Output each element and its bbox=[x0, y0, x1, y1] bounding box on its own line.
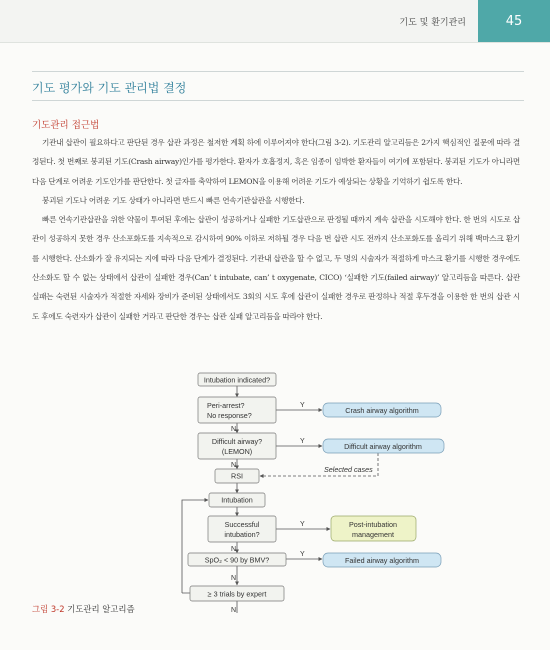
svg-text:N: N bbox=[231, 426, 237, 433]
svg-text:Intubation: Intubation bbox=[221, 495, 253, 505]
peri-arrest-box bbox=[198, 397, 276, 423]
post-intubation-box bbox=[331, 516, 416, 541]
figure-title: 기도관리 알고리즘 bbox=[64, 604, 135, 614]
paragraph: 기관내 삽관이 필요하다고 판단된 경우 삽관 과정은 철저한 계획 하에 이루어져야 한다(그림 3-2). 기도관리 알고리듬은 2가지 핵심적인 질문에 따라 결정된다. 첫 번째로 붕괴된 기도(Crash airway)인가를 평가한다. 환자가 호흡정지, 혹은 임종이 임박한 환자들이 여기에 포함된다. 붕괴된 기도가 아니라면 다음 단계로 어려운 기도인가를 판단한다. 첫 글자를 축약하여 LEMON을 이용해 어려운 기도가 예상되는 상황을 기억하기 쉽도록 한다. bbox=[32, 138, 520, 186]
svg-text:Successful: Successful bbox=[224, 520, 260, 529]
svg-text:RSI: RSI bbox=[231, 471, 243, 481]
sub-title: 기도관리 접근법 bbox=[32, 120, 100, 131]
page-number: 45 bbox=[478, 0, 550, 42]
svg-text:Difficult airway?: Difficult airway? bbox=[211, 437, 263, 446]
svg-text:Crash airway algorithm: Crash airway algorithm bbox=[345, 406, 419, 415]
header-band bbox=[0, 0, 550, 43]
svg-text:management: management bbox=[352, 530, 394, 539]
svg-text:(LEMON): (LEMON) bbox=[221, 447, 253, 456]
svg-text:Difficult airway algorithm: Difficult airway algorithm bbox=[344, 442, 422, 451]
section-title: 기도 평가와 기도 관리법 결정 bbox=[32, 81, 187, 95]
svg-text:Y: Y bbox=[300, 438, 305, 445]
svg-text:SpO₂ < 90 by BMV?: SpO₂ < 90 by BMV? bbox=[204, 555, 270, 565]
paragraph: 붕괴된 기도나 어려운 기도 상태가 아니라면 반드시 빠른 연속기관삽관을 시행한다. bbox=[42, 195, 305, 205]
intubation-indicated-box bbox=[198, 373, 276, 386]
difficult-algorithm-box bbox=[323, 439, 444, 453]
figure-caption bbox=[32, 603, 135, 615]
crash-algorithm-box bbox=[323, 403, 441, 417]
failed-algorithm-box bbox=[323, 553, 441, 567]
running-title: 기도 및 환기관리 bbox=[399, 18, 466, 28]
successful-intubation-box bbox=[208, 516, 276, 542]
svg-text:Y: Y bbox=[300, 521, 305, 528]
svg-text:N: N bbox=[231, 546, 237, 553]
intubation-box bbox=[209, 493, 265, 507]
paragraph: 빠른 연속기관삽관을 위한 약물이 투여된 후에는 삽관이 성공하거나 실패한 기도삽관으로 판정될 때까지 계속 삽관을 시도해야 한다. 한 번의 시도로 삽관이 성공하지 못한 경우 산소포화도를 지속적으로 감시하여 90% 이하로 저하될 경우 다음 번 삽관 시도 전까지 산소포화도를 올리기 위해 백마스크 환기를 시행한다. 산소화가 잘 유지되는 지에 따라 다음 단계가 결정된다. 기관내 삽관을 할 수 없고, 두 명의 시술자가 적절하게 마스크 환기를 시행한 경우에도 산소화도 할 수 없는 상태에서 삽관이 실패한 경우(Can’ t intubate, can’ t oxygenate, CICO) ‘실패한 기도(failed airway)’ 알고리듬을 따른다. 삽관 실패는 숙련된 시술자가 적절한 자세와 장비가 준비된 상태에서도 3회의 시도 후에 삽관이 실패한 경우로 판정하나 적절 후두경을 이용한 한 번의 삽관 시도 후에도 숙련자가 삽관이 실패한 거라고 판단한 경우는 삽관 실패 알고리듬을 따라야 한다. bbox=[32, 215, 520, 321]
svg-text:Failed airway algorithm: Failed airway algorithm bbox=[345, 556, 419, 565]
svg-text:≥ 3 trials by expert: ≥ 3 trials by expert bbox=[207, 589, 267, 599]
body-text bbox=[32, 133, 520, 326]
svg-text:N: N bbox=[231, 462, 237, 469]
selected-cases-label: Selected cases bbox=[324, 465, 373, 474]
svg-text:No response?: No response? bbox=[207, 411, 252, 420]
three-trials-box bbox=[190, 586, 284, 601]
divider-bottom bbox=[32, 100, 524, 101]
spo2-box bbox=[188, 553, 286, 566]
divider-top bbox=[32, 71, 524, 72]
rsi-box bbox=[215, 469, 259, 483]
svg-text:Y: Y bbox=[300, 551, 305, 558]
svg-text:N: N bbox=[231, 575, 237, 582]
svg-text:Post-intubation: Post-intubation bbox=[349, 520, 397, 529]
svg-text:Peri-arrest?: Peri-arrest? bbox=[207, 401, 245, 410]
airway-algorithm-flowchart bbox=[0, 365, 550, 625]
svg-text:N: N bbox=[231, 607, 237, 614]
svg-text:intubation?: intubation? bbox=[224, 530, 260, 539]
svg-text:Y: Y bbox=[300, 402, 305, 409]
figure-number: 그림 3-2 bbox=[32, 604, 65, 614]
difficult-airway-box bbox=[198, 433, 276, 459]
svg-text:Intubation indicated?: Intubation indicated? bbox=[203, 375, 271, 385]
